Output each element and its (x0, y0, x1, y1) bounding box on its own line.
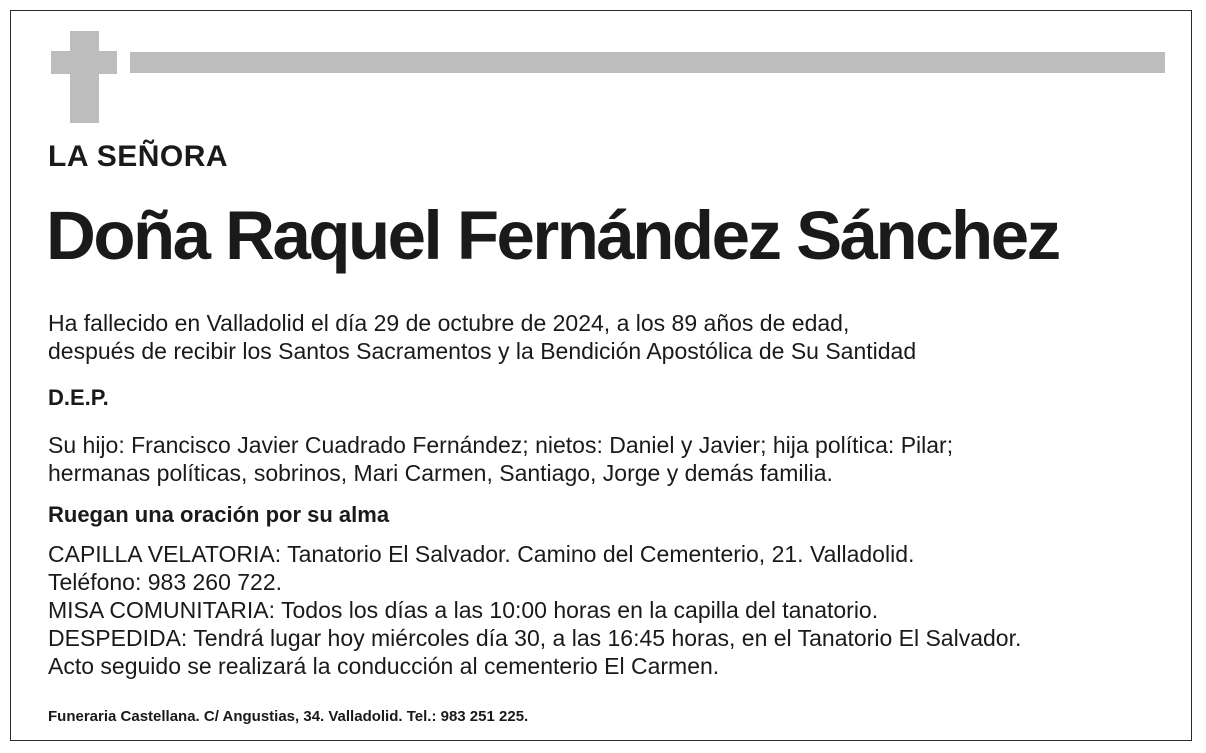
details-line: DESPEDIDA: Tendrá lugar hoy miércoles día 30, a las 16:45 horas, en el Tanatorio El Salvador. (48, 625, 1022, 651)
header-rule (130, 52, 1165, 73)
family-line: Su hijo: Francisco Javier Cuadrado Fernández; nietos: Daniel y Javier; hija política: Pilar; (48, 432, 954, 458)
death-announcement (48, 309, 916, 365)
honorific: LA SEÑORA (48, 140, 229, 173)
service-details (48, 540, 1021, 680)
family-line: hermanas políticas, sobrinos, Mari Carmen, Santiago, Jorge y demás familia. (48, 460, 833, 486)
cross-horizontal-bar (51, 51, 117, 74)
family-list (48, 431, 953, 487)
cross-vertical-bar (70, 31, 99, 123)
deceased-name: Doña Raquel Fernández Sánchez (46, 197, 1059, 274)
death-line: después de recibir los Santos Sacramentos y la Bendición Apostólica de Su Santidad (48, 338, 917, 364)
details-line: MISA COMUNITARIA: Todos los días a las 10:00 horas en la capilla del tanatorio. (48, 597, 879, 623)
details-line: CAPILLA VELATORIA: Tanatorio El Salvador. Camino del Cementerio, 21. Valladolid. (48, 541, 915, 567)
details-line: Teléfono: 983 260 722. (48, 569, 283, 595)
details-line: Acto seguido se realizará la conducción al cementerio El Carmen. (48, 653, 720, 679)
rip-abbreviation: D.E.P. (48, 385, 109, 410)
prayer-request: Ruegan una oración por su alma (48, 502, 390, 527)
death-line: Ha fallecido en Valladolid el día 29 de octubre de 2024, a los 89 años de edad, (48, 310, 850, 336)
funeral-home-footer: Funeraria Castellana. C/ Angustias, 34. Valladolid. Tel.: 983 251 225. (48, 708, 529, 725)
